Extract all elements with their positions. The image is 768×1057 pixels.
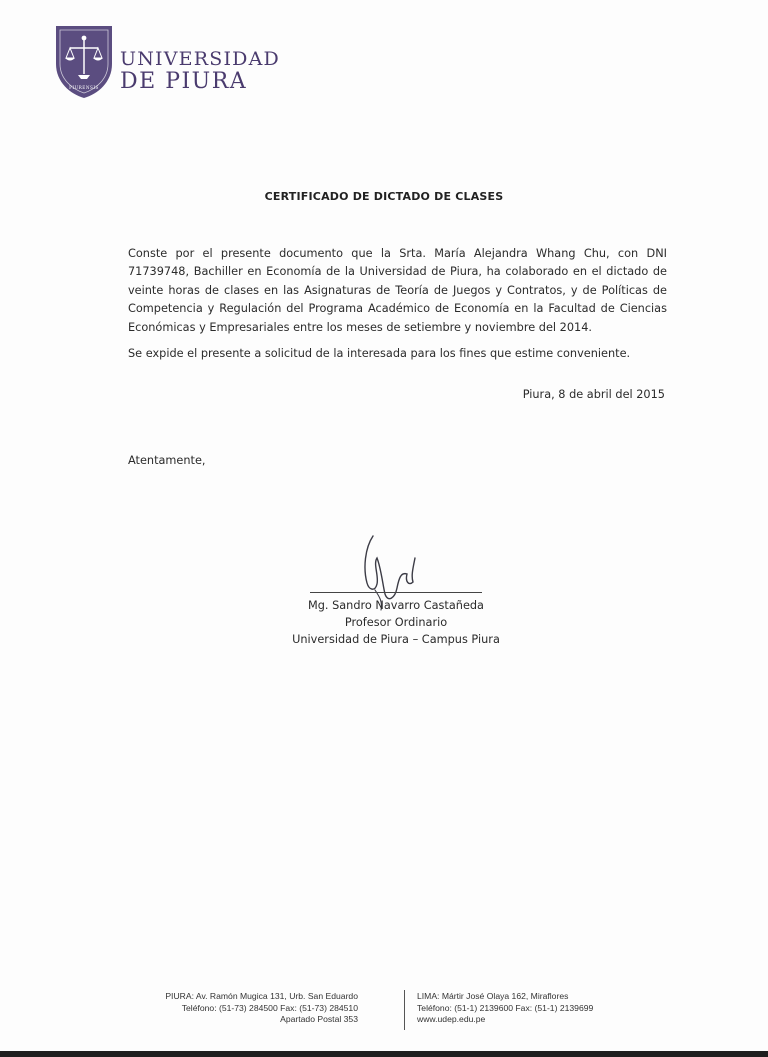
signatory-name: Mg. Sandro Navarro Castañeda [307, 599, 484, 612]
closing-salutation: Atentamente, [128, 454, 206, 467]
svg-text:PIURENSIS: PIURENSIS [69, 85, 99, 90]
logo-line-2: DE PIURA [120, 69, 248, 94]
footer-lima-address: LIMA: Mártir José Olaya 162, Miraflores [417, 991, 569, 1001]
footer-website: www.udep.edu.pe [417, 1014, 486, 1024]
scan-bottom-edge [0, 1051, 768, 1057]
university-logo-text [120, 50, 280, 93]
footer-lima-phone: Teléfono: (51-1) 2139600 Fax: (51-1) 2139699 [417, 1002, 594, 1013]
signatory-position: Profesor Ordinario [344, 616, 448, 629]
signature-line [310, 592, 482, 593]
footer-piura-contact [165, 991, 358, 1026]
issue-date: Piura, 8 de abril del 2015 [522, 388, 665, 401]
certificate-body [128, 245, 667, 371]
logo-line-1: UNIVERSIDAD [120, 48, 280, 70]
certificate-paragraph-1: Conste por el presente documento que la Srta. María Alejandra Whang Chu, con DNI 71739748, Bachiller en Economía de la Universidad de Piura, ha colaborado en el dictado de veinte horas de clases en las Asignaturas de Teoría de Juegos y Contratos, y de Políticas de Competencia y Regulación del Programa Académico de Economía en la Facultad de Ciencias Económicas y Empresariales entre los meses de setiembre y noviembre del 2014. [128, 247, 667, 334]
footer-piura-phone: Teléfono: (51-73) 284500 Fax: (51-73) 284510 [181, 1002, 358, 1013]
footer-divider [404, 990, 405, 1030]
signatory-block [0, 597, 768, 648]
footer-lima-contact [417, 991, 593, 1026]
document-title: CERTIFICADO DE DICTADO DE CLASES [264, 190, 504, 203]
certificate-paragraph-2: Se expide el presente a solicitud de la interesada para los fines que estime conveniente. [128, 347, 631, 361]
footer-piura-address: PIURA: Av. Ramón Mugica 131, Urb. San Eduardo [165, 991, 358, 1001]
signatory-institution: Universidad de Piura – Campus Piura [292, 633, 500, 646]
university-seal-icon [52, 20, 116, 100]
footer-piura-postal: Apartado Postal 353 [280, 1014, 358, 1024]
